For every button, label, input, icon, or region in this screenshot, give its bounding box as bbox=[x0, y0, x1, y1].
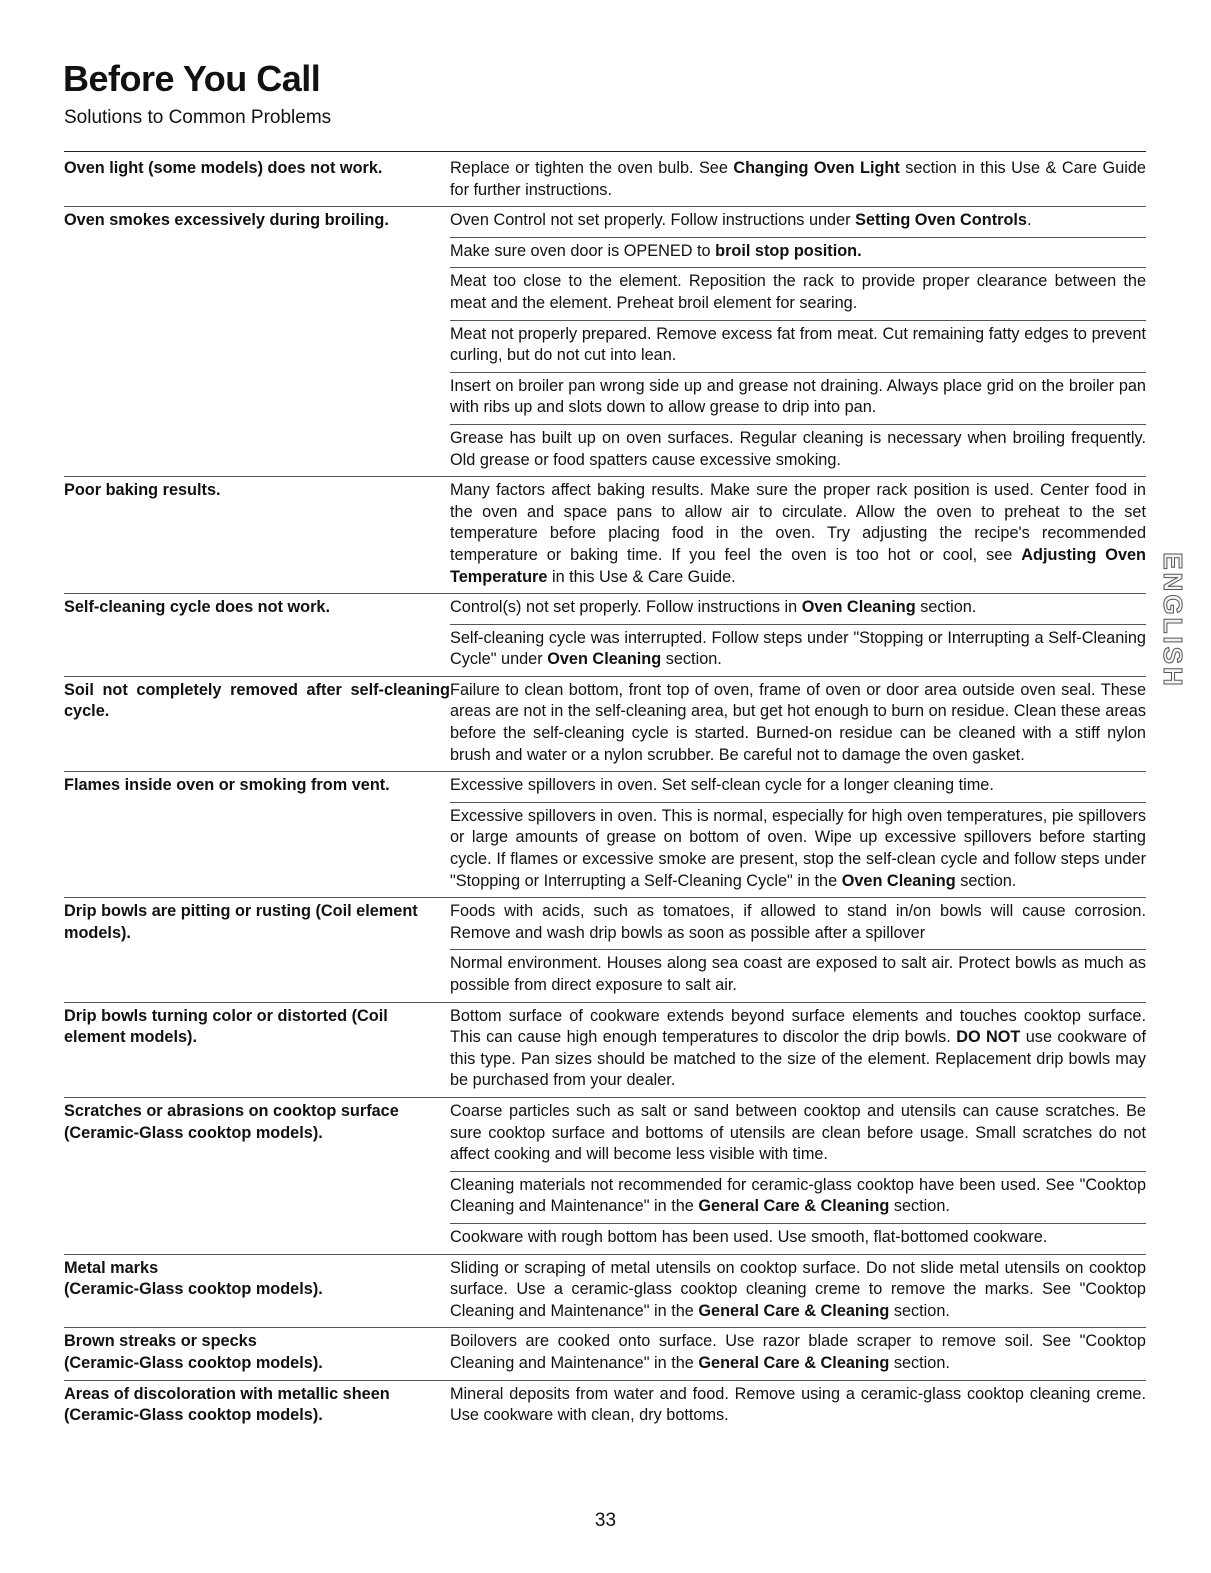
solution-segment: Cookware with rough bottom has been used. Use smooth, flat-bottomed cookware. bbox=[450, 1227, 1048, 1246]
solution-text bbox=[450, 803, 1146, 897]
solution-segment: Meat too close to the element. Reposition the rack to provide proper clearance between the meat and the element. Preheat broil element for searing. bbox=[450, 272, 1146, 312]
solution-text bbox=[450, 155, 1146, 206]
solution-bold-segment: General Care & Cleaning bbox=[698, 1301, 890, 1320]
problem-row bbox=[64, 772, 1146, 898]
problem-row bbox=[64, 898, 1146, 1002]
problem-row bbox=[64, 1380, 1146, 1432]
solution-text bbox=[450, 268, 1146, 320]
solution-segment: Many factors affect baking results. Make sure the proper rack position is used. Center food in the oven and space pans to allow air to circulate. Allow the oven to preheat to the set temperature before placing food in the oven. Try adjusting the recipe's recommended temperature or baking time. If you feel the oven is too hot or cool, see bbox=[450, 481, 1146, 564]
solution-segment: section. bbox=[955, 871, 1017, 890]
header-rule bbox=[64, 151, 1146, 152]
solution-text bbox=[450, 1328, 1146, 1379]
solution-segment: Excessive spillovers in oven. This is normal, especially for high oven temperatures, pie spillovers or large amounts of grease on bottom of oven. Wipe up excessive spillovers before starting cycle. If flames or excessive smoke are present, stop the self-clean cycle and follow steps under "Stopping or Interrupting a Self-Cleaning Cycle" in the bbox=[450, 806, 1146, 890]
solution-cell bbox=[450, 594, 1146, 677]
problem-row bbox=[64, 1097, 1146, 1254]
solution-segment: Sliding or scraping of metal utensils on cooktop surface. Do not slide metal utensils on cooktop surface. Use a ceramic-glass cooktop cleaning creme to remove the marks. See "Cooktop Cleaning and Maintenance" in the bbox=[450, 1258, 1146, 1320]
troubleshooting-rows bbox=[64, 155, 1146, 1432]
problem-row bbox=[64, 477, 1146, 594]
solution-segment: section. bbox=[889, 1353, 950, 1372]
solution-text bbox=[450, 238, 1146, 269]
solution-text bbox=[450, 898, 1146, 950]
solution-bold-segment: Changing Oven Light bbox=[733, 159, 900, 177]
problem-text: Poor baking results. bbox=[64, 481, 221, 500]
solution-segment: Self-cleaning cycle was interrupted. Follow steps under "Stopping or Interrupting a Self-Cleaning Cycle" under bbox=[450, 628, 1146, 669]
problem-text: Brown streaks or specks (Ceramic-Glass cooktop models). bbox=[64, 1332, 323, 1372]
solution-segment: Insert on broiler pan wrong side up and grease not draining. Always place grid on the broiler pan with ribs up and slots down to allow grease to drip into pan. bbox=[450, 376, 1146, 417]
problem-row bbox=[64, 1002, 1146, 1097]
solution-bold-segment: General Care & Cleaning bbox=[698, 1353, 890, 1372]
solution-cell bbox=[450, 155, 1146, 207]
solution-text bbox=[450, 207, 1146, 238]
solution-text bbox=[450, 1224, 1146, 1254]
solution-cell bbox=[450, 1254, 1146, 1328]
solution-segment: in this Use & Care Guide. bbox=[547, 567, 736, 586]
solution-text bbox=[450, 594, 1146, 625]
solution-segment: Oven Control not set properly. Follow instructions under bbox=[450, 211, 856, 230]
solution-text bbox=[450, 625, 1146, 676]
solution-segment: Failure to clean bottom, front top of oven, frame of oven or door area outside oven seal. These areas are not in the self-cleaning area, but get hot enough to burn on residue. Clean these areas before the self-cleaning cycle is started. Burned-on residue can be cleaned with a stiff nylon brush and water or a nylon scrubber. Be careful not to damage the oven gasket. bbox=[450, 680, 1146, 764]
problem-text: Scratches or abrasions on cooktop surface (Ceramic-Glass cooktop models). bbox=[64, 1101, 399, 1142]
page-title: Before You Call bbox=[63, 58, 321, 99]
solution-segment: Control(s) not set properly. Follow instructions in bbox=[450, 598, 802, 617]
solution-segment: Boilovers are cooked onto surface. Use razor blade scraper to remove soil. See "Cooktop Cleaning and Maintenance" in the bbox=[450, 1332, 1146, 1372]
solution-bold-segment: Adjusting Oven Temperature bbox=[450, 545, 1147, 586]
solution-segment: section. bbox=[889, 1301, 950, 1320]
problem-cell bbox=[64, 207, 450, 477]
solution-segment: Cleaning materials not recommended for ceramic-glass cooktop have been used. See "Cooktop Cleaning and Maintenance" in the bbox=[450, 1175, 1146, 1216]
problem-text: Metal marks (Ceramic-Glass cooktop models). bbox=[64, 1258, 323, 1299]
problem-text: Oven smokes excessively during broiling. bbox=[64, 211, 389, 230]
solution-cell bbox=[450, 676, 1146, 771]
solution-segment: Grease has built up on oven surfaces. Regular cleaning is necessary when broiling frequently. Old grease or food spatters cause excessive smoking. bbox=[450, 428, 1146, 469]
solution-segment: Normal environment. Houses along sea coast are exposed to salt air. Protect bowls as much as possible from direct exposure to salt air. bbox=[450, 954, 1146, 994]
problem-cell bbox=[64, 1380, 450, 1432]
problem-row bbox=[64, 676, 1146, 771]
troubleshooting-table bbox=[64, 155, 1146, 1432]
solution-segment: Replace or tighten the oven bulb. See bbox=[450, 159, 734, 177]
solution-bold-segment: broil stop position. bbox=[715, 241, 862, 260]
solution-text bbox=[450, 1381, 1146, 1432]
problem-cell bbox=[64, 898, 450, 1002]
solution-cell bbox=[450, 772, 1146, 898]
solution-cell bbox=[450, 1002, 1146, 1097]
solution-segment: use cookware of this type. Pan sizes should be matched to the size of the element. Replacement drip bowls may be purchased from your dealer. bbox=[450, 1028, 1147, 1090]
problem-text: Drip bowls turning color or distorted (Coil element models). bbox=[64, 1006, 388, 1047]
page-number: 33 bbox=[594, 1510, 617, 1531]
problem-text: Soil not completely removed after self-cleaning cycle. bbox=[64, 680, 450, 721]
language-side-tab bbox=[1155, 551, 1189, 689]
solution-cell bbox=[450, 898, 1146, 1002]
problem-cell bbox=[64, 772, 450, 898]
solution-cell bbox=[450, 207, 1146, 477]
solution-text bbox=[450, 477, 1146, 593]
problem-cell bbox=[64, 1328, 450, 1380]
solution-segment: section in this Use & Care Guide for further instructions. bbox=[450, 159, 1146, 199]
solution-text bbox=[450, 373, 1146, 425]
problem-text: Drip bowls are pitting or rusting (Coil element models). bbox=[64, 902, 418, 942]
solution-cell bbox=[450, 1380, 1146, 1432]
solution-text bbox=[450, 1172, 1146, 1224]
solution-text bbox=[450, 950, 1146, 1001]
problem-row bbox=[64, 594, 1146, 677]
solution-cell bbox=[450, 1097, 1146, 1254]
solution-segment: Bottom surface of cookware extends beyond surface elements and touches cooktop surface. This can cause high enough temperatures to discolor the drip bowls. bbox=[450, 1006, 1146, 1047]
solution-segment: Foods with acids, such as tomatoes, if allowed to stand in/on bowls will cause corrosion. Remove and wash drip bowls as soon as possible after a spillover bbox=[450, 902, 1146, 942]
solution-cell bbox=[450, 477, 1146, 594]
solution-text bbox=[450, 772, 1146, 803]
solution-text bbox=[450, 425, 1146, 476]
solution-bold-segment: Setting Oven Controls bbox=[855, 211, 1027, 230]
problem-cell bbox=[64, 477, 450, 594]
problem-text: Flames inside oven or smoking from vent. bbox=[64, 776, 390, 795]
problem-cell bbox=[64, 155, 450, 207]
page-subtitle: Solutions to Common Problems bbox=[64, 107, 332, 128]
solution-text bbox=[450, 1003, 1146, 1097]
solution-cell bbox=[450, 1328, 1146, 1380]
language-label: ENGLISH bbox=[1157, 551, 1188, 689]
problem-row bbox=[64, 1254, 1146, 1328]
solution-segment: section. bbox=[661, 650, 722, 669]
problem-cell bbox=[64, 1097, 450, 1254]
problem-row bbox=[64, 155, 1146, 207]
solution-text bbox=[450, 1098, 1146, 1172]
solution-text bbox=[450, 1255, 1146, 1328]
solution-bold-segment: Oven Cleaning bbox=[801, 598, 916, 617]
solution-text bbox=[450, 321, 1146, 373]
problem-text: Oven light (some models) does not work. bbox=[64, 159, 383, 177]
problem-cell bbox=[64, 594, 450, 677]
problem-row bbox=[64, 1328, 1146, 1380]
solution-segment: Excessive spillovers in oven. Set self-clean cycle for a longer cleaning time. bbox=[450, 776, 994, 795]
solution-segment: . bbox=[1026, 211, 1032, 230]
solution-segment: Meat not properly prepared. Remove excess fat from meat. Cut remaining fatty edges to prevent curling, but do not cut into lean. bbox=[450, 324, 1146, 365]
solution-segment: section. bbox=[889, 1197, 950, 1216]
problem-cell bbox=[64, 1002, 450, 1097]
solution-bold-segment: General Care & Cleaning bbox=[698, 1197, 890, 1216]
solution-bold-segment: Oven Cleaning bbox=[547, 650, 662, 669]
solution-segment: Mineral deposits from water and food. Remove using a ceramic-glass cooktop cleaning creme. Use cookware with clean, dry bottoms. bbox=[450, 1384, 1146, 1425]
problem-text: Self-cleaning cycle does not work. bbox=[64, 598, 331, 617]
solution-segment: section. bbox=[915, 598, 977, 617]
problem-text: Areas of discoloration with metallic sheen (Ceramic-Glass cooktop models). bbox=[64, 1384, 390, 1425]
problem-row bbox=[64, 207, 1146, 477]
solution-segment: Make sure oven door is OPENED to bbox=[450, 241, 716, 260]
solution-bold-segment: DO NOT bbox=[956, 1028, 1021, 1047]
solution-bold-segment: Oven Cleaning bbox=[841, 871, 956, 890]
solution-segment: Coarse particles such as salt or sand between cooktop and utensils can cause scratches. Be sure cooktop surface and bottoms of utensils are clean before usage. Small scratches do not affect cooking and will become less visible with time. bbox=[450, 1101, 1146, 1164]
solution-text bbox=[450, 677, 1146, 771]
problem-cell bbox=[64, 676, 450, 771]
problem-cell bbox=[64, 1254, 450, 1328]
